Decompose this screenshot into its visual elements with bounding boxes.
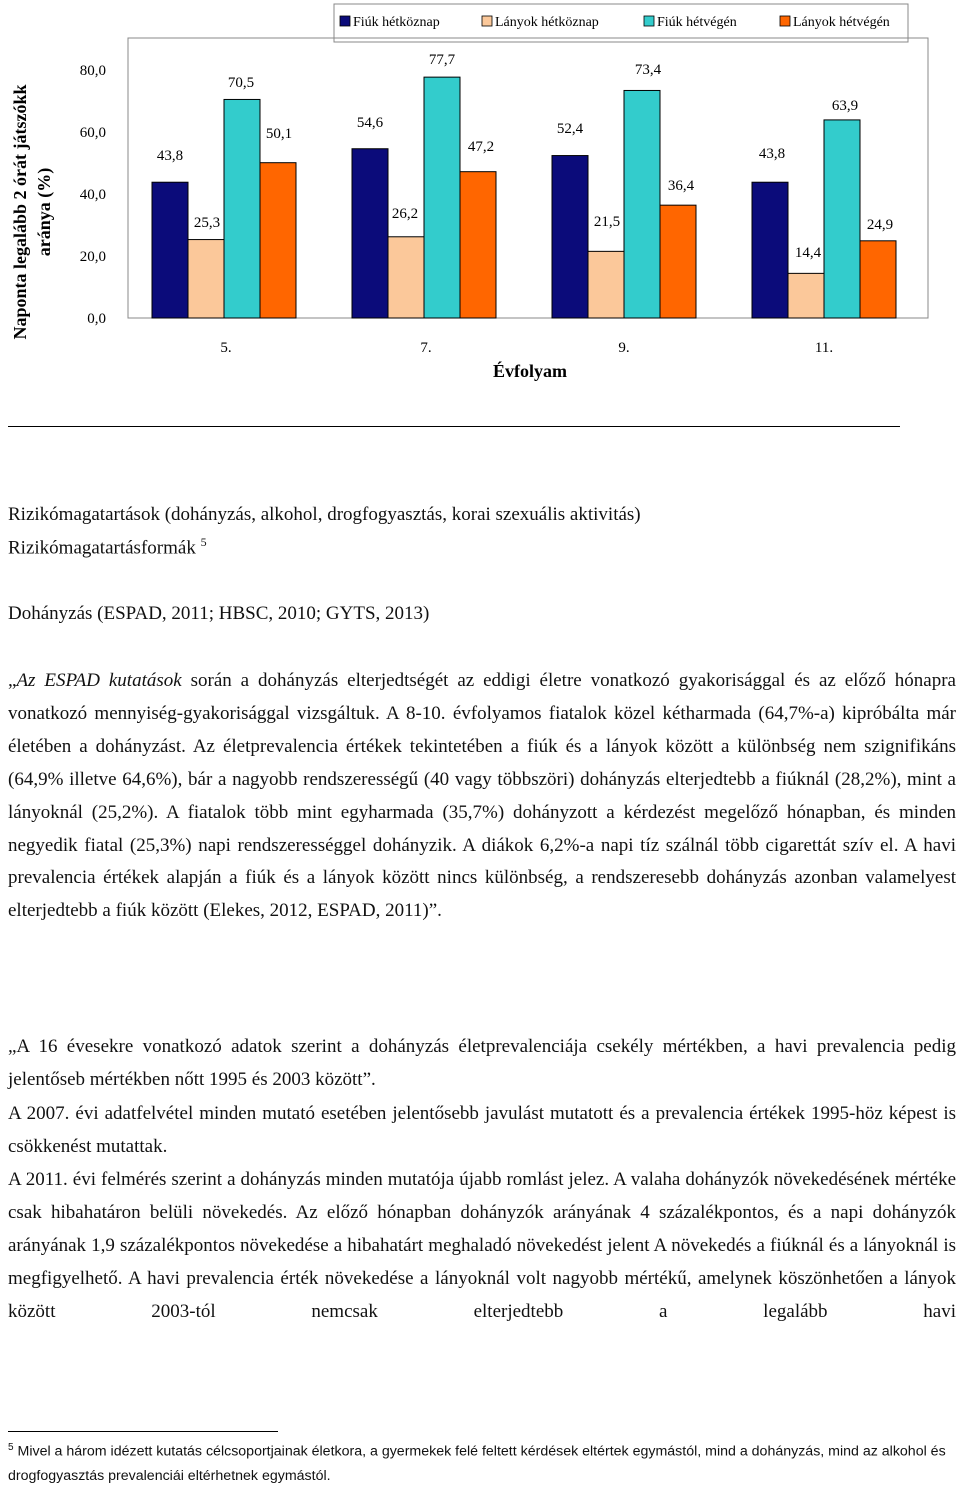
data-label: 26,2 [391, 206, 419, 222]
quote-mark: „ [8, 670, 17, 691]
bar [752, 182, 788, 318]
bar [388, 237, 424, 318]
legend-swatch [340, 16, 350, 26]
bar [660, 205, 696, 318]
data-label: 77,7 [428, 52, 456, 68]
paragraph-text: során a dohányzás elterjedtségét az eddigi életre vonatkozó gyakorisággal és az előző hónapra vonatkozó mennyiség-gyakorisággal vizsgáltuk. A 8-10. évfolyamos fiatalok közel kétharmada (64,7%-a) kipróbálta már életében a dohányzást. Az életprevalencia értékek tekintetében a fiúk és a lányok között a különbség nem szignifikáns (64,9% illetve 64,6%), bár a nagyobb rendszerességű (40 vagy többszöri) dohányzás elterjedtebb a fiúknál (28,2%), mint a lányoknál (25,2%). A fiatalok több mint egyharmada (35,7%) dohányzott a kérdezést megelőző hónapban, és minden negyedik fiatal (25,3%) napi rendszerességgel dohányzik. A diákok 6,2%-a napi tíz szálnál több cigarettát szív el. A havi prevalencia értékek alapján a fiúk és a lányok között nincs különbség, a rendszeresebb dohányzás azonban valamelyest elterjedtebb a fiúk között (Elekes, 2012, ESPAD, 2011)”. [8, 670, 956, 922]
data-label: 43,8 [156, 148, 184, 164]
data-label: 73,4 [634, 62, 662, 78]
data-label: 24,9 [866, 217, 894, 233]
data-label: 52,4 [556, 121, 584, 137]
bar [788, 273, 824, 318]
bar [552, 156, 588, 318]
data-label: 43,8 [758, 146, 786, 162]
x-axis-ticks [220, 340, 833, 356]
bar [824, 120, 860, 318]
section-divider [8, 426, 900, 427]
data-label: 70,5 [227, 75, 255, 91]
footnote [8, 1436, 958, 1488]
subsection-heading [8, 529, 207, 561]
legend-label: Lányok hétvégén [793, 15, 890, 30]
legend-label: Fiúk hétvégén [657, 15, 737, 30]
data-label: 54,6 [356, 115, 384, 131]
bar [860, 241, 896, 318]
bar [424, 77, 460, 318]
footnote-divider [8, 1431, 278, 1432]
paragraph-text: A 2007. évi adatfelvétel minden mutató esetében jelentősebb javulást mutatott és a prevalencia értékek 1995-höz képest is csökkenést mutattak. [8, 1103, 956, 1157]
bar [152, 182, 188, 318]
y-axis-title [10, 84, 55, 339]
data-label: 50,1 [265, 126, 293, 142]
bar [460, 172, 496, 318]
paragraph-espad [8, 665, 956, 928]
y-tick-label: 0,0 [87, 311, 106, 327]
italic-phrase: Az ESPAD kutatások [16, 670, 182, 691]
bar [224, 99, 260, 318]
legend-swatch [780, 16, 790, 26]
y-tick-label: 40,0 [79, 187, 106, 203]
footnote-reference[interactable]: 5 [200, 535, 207, 549]
bar [624, 90, 660, 318]
data-label: 36,4 [667, 178, 695, 194]
data-label: 21,5 [593, 214, 621, 230]
y-axis-title-line: aránya (%) [34, 167, 54, 257]
y-axis-title-line: Naponta legalább 2 órát játszókk [10, 84, 30, 340]
data-label: 47,2 [467, 139, 495, 155]
data-label: 63,9 [831, 98, 859, 114]
legend-label: Fiúk hétköznap [353, 15, 440, 30]
chart-legend [334, 4, 908, 42]
x-tick-label: 5. [220, 340, 232, 356]
topic-heading [8, 601, 429, 627]
bar [352, 149, 388, 318]
footnote-number: 5 [8, 1442, 14, 1453]
data-label: 25,3 [193, 215, 221, 231]
y-axis-ticks [80, 63, 106, 327]
y-tick-label: 80,0 [79, 63, 106, 79]
heading-text: Rizikómagatartások (dohányzás, alkohol, drogfogyasztás, korai szexuális aktivitás) [8, 504, 641, 525]
bar [260, 163, 296, 318]
x-tick-label: 7. [420, 340, 432, 356]
footnote-text: Mivel a három idézett kutatás célcsoportjainak életkora, a gyermekek felé feltett kérdések eltértek egymástól, mind a dohányzás, mind az alkohol és drogfogyasztás prevalenciái eltérhetnek egymástól. [8, 1443, 946, 1484]
y-tick-label: 60,0 [79, 125, 106, 141]
y-tick-label: 20,0 [79, 249, 106, 265]
paragraph-2011 [8, 1164, 956, 1329]
heading-text: Rizikómagatartásformák [8, 537, 196, 559]
section-heading [8, 502, 641, 528]
bar-chart [0, 0, 960, 400]
legend-swatch [644, 16, 654, 26]
data-label: 14,4 [794, 245, 822, 261]
x-tick-label: 11. [814, 340, 834, 356]
x-axis-title: Évfolyam [493, 361, 567, 381]
paragraph-text: „A 16 évesekre vonatkozó adatok szerint a dohányzás életprevalenciája csekély mértékben, a havi prevalencia pedig jelentőseb mértékben nőtt 1995 és 2003 között”. [8, 1036, 956, 1090]
paragraph-text: A 2011. évi felmérés szerint a dohányzás minden mutatója újabb romlást jelez. A valaha dohányzók növekedésének mértéke csak hibahatáron belüli növekedés. Az előző hónapban dohányzók arányának 4 százalékpontos, és a napi dohányzók arányának 1,9 százalékpontos növekedése a hibahatárt meghaladó növekedést jelent A növekedés a fiúknál és a lányoknál is megfigyelhető. A havi prevalencia érték növekedése a lányoknál volt nagyobb mértékű, amelynek köszönhetően a lányok között 2003-tól nemcsak elterjedtebb a legalább havi [8, 1169, 956, 1322]
bar [588, 251, 624, 318]
heading-text: Dohányzás (ESPAD, 2011; HBSC, 2010; GYTS, 2013) [8, 603, 430, 624]
paragraph-quote [8, 1031, 956, 1097]
bar [188, 240, 224, 318]
legend-label: Lányok hétköznap [495, 15, 599, 30]
legend-swatch [482, 16, 492, 26]
paragraph-2007 [8, 1098, 956, 1164]
x-tick-label: 9. [618, 340, 630, 356]
